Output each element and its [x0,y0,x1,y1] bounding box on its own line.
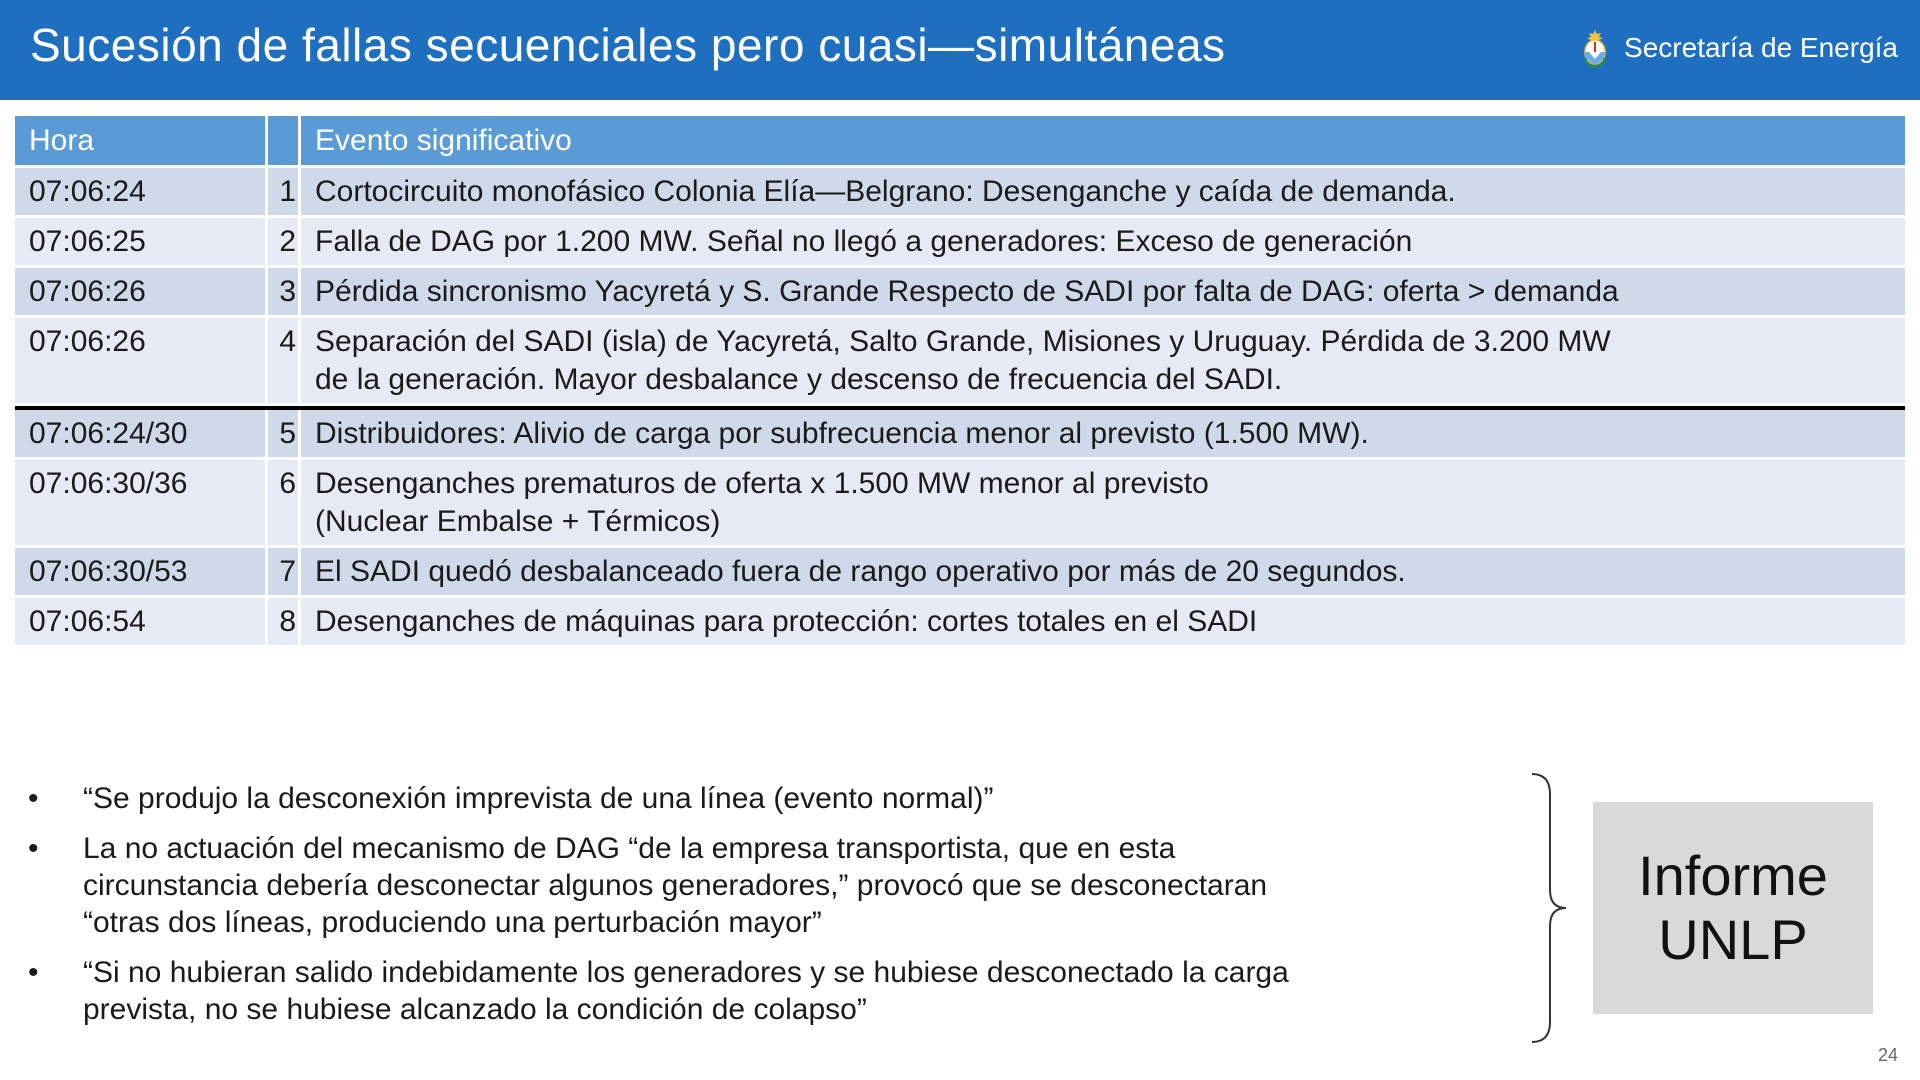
list-item [28,954,1528,1028]
source-box-line1: Informe [1638,844,1828,907]
row-number: 8 [268,598,301,645]
bullet-marker: • [28,782,39,815]
row-event-line: Distribuidores: Alivio de carga por subfrecuencia menor al previsto (1.500 MW). [315,417,1369,450]
row-event-line: Separación del SADI (isla) de Yacyretá, Salto Grande, Misiones y Uruguay. Pérdida de 3.200 MW [315,325,1611,358]
row-event [301,268,1905,315]
quote-line: prevista, no se hubiese alcanzado la condición de colapso” [83,993,867,1026]
row-event [301,168,1905,215]
row-time: 07:06:24 [15,168,268,215]
row-number: 2 [268,218,301,265]
row-event [301,318,1905,403]
quote-line: La no actuación del mecanismo de DAG “de la empresa transportista, que en esta [83,832,1176,865]
org-name: Secretaría de Energía [1624,32,1898,63]
column-header-event: Evento significativo [315,124,572,157]
page-number: 24 [1877,1045,1898,1065]
row-event [301,410,1905,457]
row-event-line: El SADI quedó desbalanceado fuera de rango operativo por más de 20 segundos. [315,555,1406,588]
column-header-number [268,116,301,165]
row-number: 6 [268,460,301,545]
page-title: Sucesión de fallas secuenciales pero cuasi—simultáneas [30,19,1226,71]
table-row [15,460,1905,548]
quote-line: “otras dos líneas, produciendo una perturbación mayor” [83,906,822,939]
table-row [15,406,1905,460]
table-row [15,168,1905,218]
source-box-line2: UNLP [1658,908,1808,971]
table-header-row [15,116,1905,168]
table-row [15,598,1905,648]
row-time: 07:06:24/30 [15,410,268,457]
table-row [15,548,1905,598]
bullet-marker: • [28,832,39,865]
list-item [28,780,1528,817]
argentina-coat-of-arms-icon [1580,28,1610,68]
row-event [301,598,1905,645]
row-event-line: Cortocircuito monofásico Colonia Elía—Belgrano: Desenganche y caída de demanda. [315,175,1456,208]
table-row [15,218,1905,268]
row-event-line: (Nuclear Embalse + Térmicos) [315,505,721,538]
row-event [301,548,1905,595]
row-number: 3 [268,268,301,315]
row-number: 4 [268,318,301,403]
bullet-marker: • [28,956,39,989]
right-brace-icon [1528,772,1568,1044]
row-time: 07:06:30/53 [15,548,268,595]
table-row [15,318,1905,406]
quote-list [28,780,1528,1041]
quote-line: “Se produjo la desconexión imprevista de una línea (evento normal)” [83,782,994,815]
row-event [301,460,1905,545]
row-time: 07:06:26 [15,268,268,315]
org-brand [1580,28,1898,68]
source-box [1593,802,1873,1014]
row-time: 07:06:25 [15,218,268,265]
table-row [15,268,1905,318]
row-event-line: de la generación. Mayor desbalance y descenso de frecuencia del SADI. [315,363,1283,396]
header-bar [0,0,1920,100]
row-event-line: Desenganches prematuros de oferta x 1.500 MW menor al previsto [315,467,1209,500]
row-time: 07:06:54 [15,598,268,645]
list-item [28,830,1528,941]
quote-line: circunstancia debería desconectar algunos generadores,” provocó que se desconectaran [83,869,1268,902]
quote-line: “Si no hubieran salido indebidamente los generadores y se hubiese desconectado la carga [83,956,1289,989]
row-number: 5 [268,410,301,457]
events-table [15,116,1905,648]
row-event-line: Falla de DAG por 1.200 MW. Señal no llegó a generadores: Exceso de generación [315,225,1413,258]
row-event [301,218,1905,265]
row-number: 1 [268,168,301,215]
row-number: 7 [268,548,301,595]
row-time: 07:06:26 [15,318,268,403]
column-header-time: Hora [15,116,268,165]
row-event-line: Pérdida sincronismo Yacyretá y S. Grande Respecto de SADI por falta de DAG: oferta > demanda [315,275,1619,308]
row-time: 07:06:30/36 [15,460,268,545]
row-event-line: Desenganches de máquinas para protección: cortes totales en el SADI [315,605,1258,638]
